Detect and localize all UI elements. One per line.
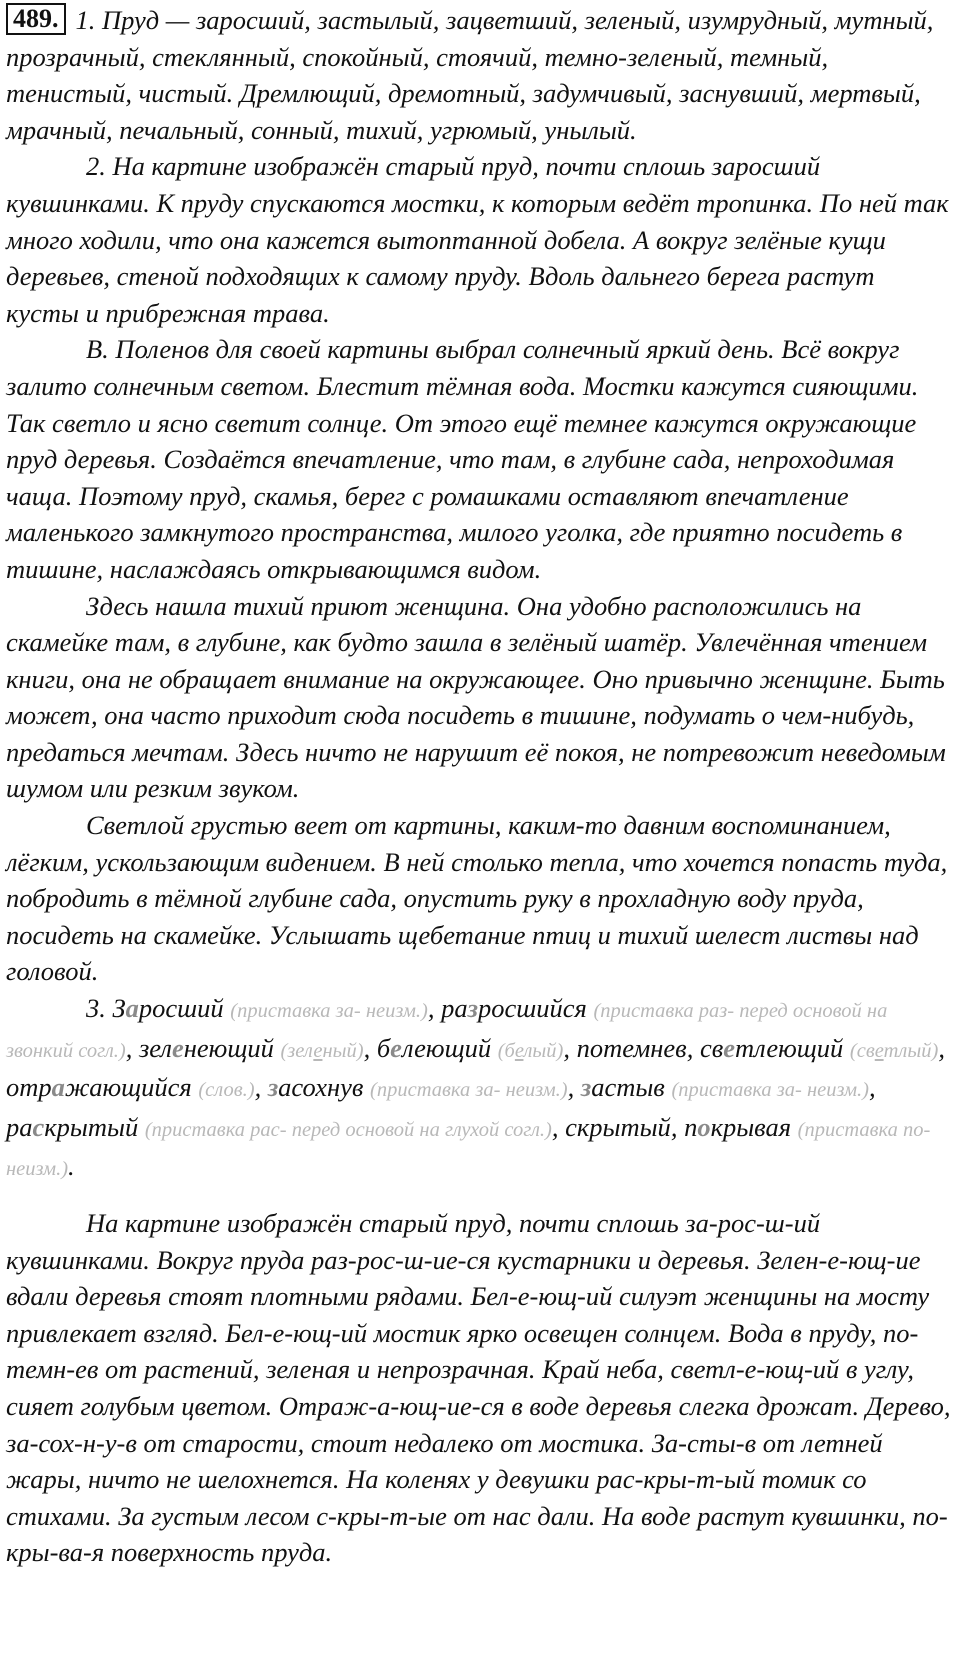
analyzed-word: светлеющий (699, 1032, 844, 1063)
highlighted-letter: з (580, 1072, 592, 1103)
highlighted-letter: е (390, 1032, 402, 1063)
analyzed-word: зеленеющий (138, 1032, 274, 1063)
analyzed-word: потемнев (576, 1032, 687, 1063)
grammar-note: (приставка за- неизм.) (671, 1079, 870, 1102)
section-2-paragraph: 2. На картине изображён старый пруд, почти сплошь заросший кувшинками. К пруду спускаются мостки, к которым ведёт тропинка. По ней так много ходили, что она кажется вытоптанной добела. А вокруг зелёные кущи деревьев, стеной подходящих к самому пруду. Вдоль дальнего берега растут кусты и прибрежная трава. (6, 151, 949, 328)
analyzed-word: застыв (580, 1072, 665, 1103)
section-2-paragraph: Светлой грустью веет от картины, каким-то давним воспоминанием, лёгким, ускользающим видением. В ней столько тепла, что хочется попасть туда, побродить в тёмной глубине сада, опустить руку в прохладную воду пруда, посидеть на скамейке. Услышать щебетание птиц и тихий шелест листвы над головой. (6, 810, 948, 987)
analyzed-word: скрытый (565, 1111, 671, 1142)
analyzed-word: раскрытый (6, 1111, 139, 1142)
final-paragraph: На картине изображён старый пруд, почти сплошь за-рос-ш-ий кувшинками. Вокруг пруда раз-рос-ш-ие-ся кустарники и деревья. Зелен-е-ющ-ие вдали деревья стоят плотными рядами. Бел-е-ющ-ий силуэт женщины на мосту привлекает взгляд. Бел-е-ющ-ий мостик ярко освещен солнцем. Вода в пруду, по-темн-ев от растений, зеленая и непрозрачная. Край неба, светл-е-ющ-ий в углу, сияет голубым цветом. Отраж-а-ющ-ие-ся в воде деревья слегка дрожат. Дерево, за-сох-н-у-в от старости, стоит недалеко от мостика. За-сты-в от летней жары, ничто не шелохнется. На коленях у девушки рас-кры-т-ый томик со стихами. За густым лесом с-кры-т-ые от нас дали. На воде растут кувшинки, по-кры-ва-я поверхность пруда. (6, 1208, 951, 1568)
highlighted-letter: е (723, 1032, 735, 1063)
analyzed-word: покрывая (684, 1111, 792, 1142)
analyzed-word: разросшийся (441, 993, 587, 1024)
analyzed-word: белеющий (376, 1032, 492, 1063)
exercise-number: 489. (6, 3, 66, 35)
section-3-word-analysis: 3. Заросший (приставка за- неизм.), разросшийся (приставка раз- перед основой на звонкий согл.), зеленеющий (зеленый), белеющий (белый), потемнев, светлеющий (светлый), отражающийся (слов.), засохнув (приставка за- неизм.), застыв (приставка за- неизм.), раскрытый (приставка рас- перед основой на глухой согл.), скрытый, покрывая (приставка по- неизм.). (6, 993, 945, 1182)
section-1 (6, 2, 952, 148)
section-1-text: 1. Пруд — заросший, застылый, зацветший, зеленый, изумрудный, мутный, прозрачный, стеклянный, спокойный, стоячий, темно-зеленый, темный, тенистый, чистый. Дремлющий, дремотный, задумчивый, заснувший, мертвый, мрачный, печальный, сонный, тихий, угрюмый, унылый. (6, 5, 934, 145)
spacer (6, 1188, 952, 1205)
highlighted-letter: а (125, 993, 139, 1024)
section-2-paragraph: В. Поленов для своей картины выбрал солнечный яркий день. Всё вокруг залито солнечным светом. Блестит тёмная вода. Мостки кажутся сияющими. Так светло и ясно светит солнце. От этого ещё темнее кажутся окружающие пруд деревья. Создаётся впечатление, что там, в глубине сада, непроходимая чаща. Поэтому пруд, скамья, берег с ромашками оставляют впечатление маленького замкнутого пространства, милого уголка, где приятно посидеть в тишине, наслаждаясь открывающимся видом. (6, 334, 919, 584)
grammar-note: (приставка раз- перед основой на звонкий согл.) (6, 1000, 888, 1062)
highlighted-letter: о (697, 1111, 711, 1142)
highlighted-letter: з (467, 993, 478, 1024)
grammar-note: (белый) (497, 1039, 564, 1062)
analyzed-word: Заросший (112, 993, 224, 1024)
section-3-label: 3. (86, 993, 106, 1024)
analyzed-word: отражающийся (6, 1072, 192, 1103)
grammar-note: (светлый) (849, 1039, 939, 1062)
highlighted-letter: е (171, 1032, 184, 1063)
grammar-note: (приставка за- неизм.) (370, 1079, 568, 1102)
grammar-note: (зеленый) (280, 1039, 364, 1062)
grammar-note: (приставка по- неизм.) (6, 1118, 931, 1181)
highlighted-letter: а (51, 1072, 65, 1103)
grammar-note: (слов.) (198, 1079, 255, 1102)
highlighted-letter: с (32, 1111, 45, 1142)
grammar-note: (приставка за- неизм.) (230, 1000, 428, 1023)
section-2-paragraph: Здесь нашла тихий приют женщина. Она удобно расположились на скамейке там, в глубине, как будто зашла в зелёный шатёр. Увлечённая чтением книги, она не обращает внимание на окружающее. Оно привычно женщине. Быть может, она часто приходит сюда посидеть в тишине, подумать о чем-нибудь, предаться мечтам. Здесь ничто не нарушит её покоя, не потревожит неведомым шумом или резким звуком. (6, 590, 946, 804)
grammar-note: (приставка рас- перед основой на глухой согл.) (144, 1118, 552, 1141)
highlighted-letter: з (267, 1072, 279, 1103)
analyzed-word: засохнув (267, 1072, 364, 1103)
